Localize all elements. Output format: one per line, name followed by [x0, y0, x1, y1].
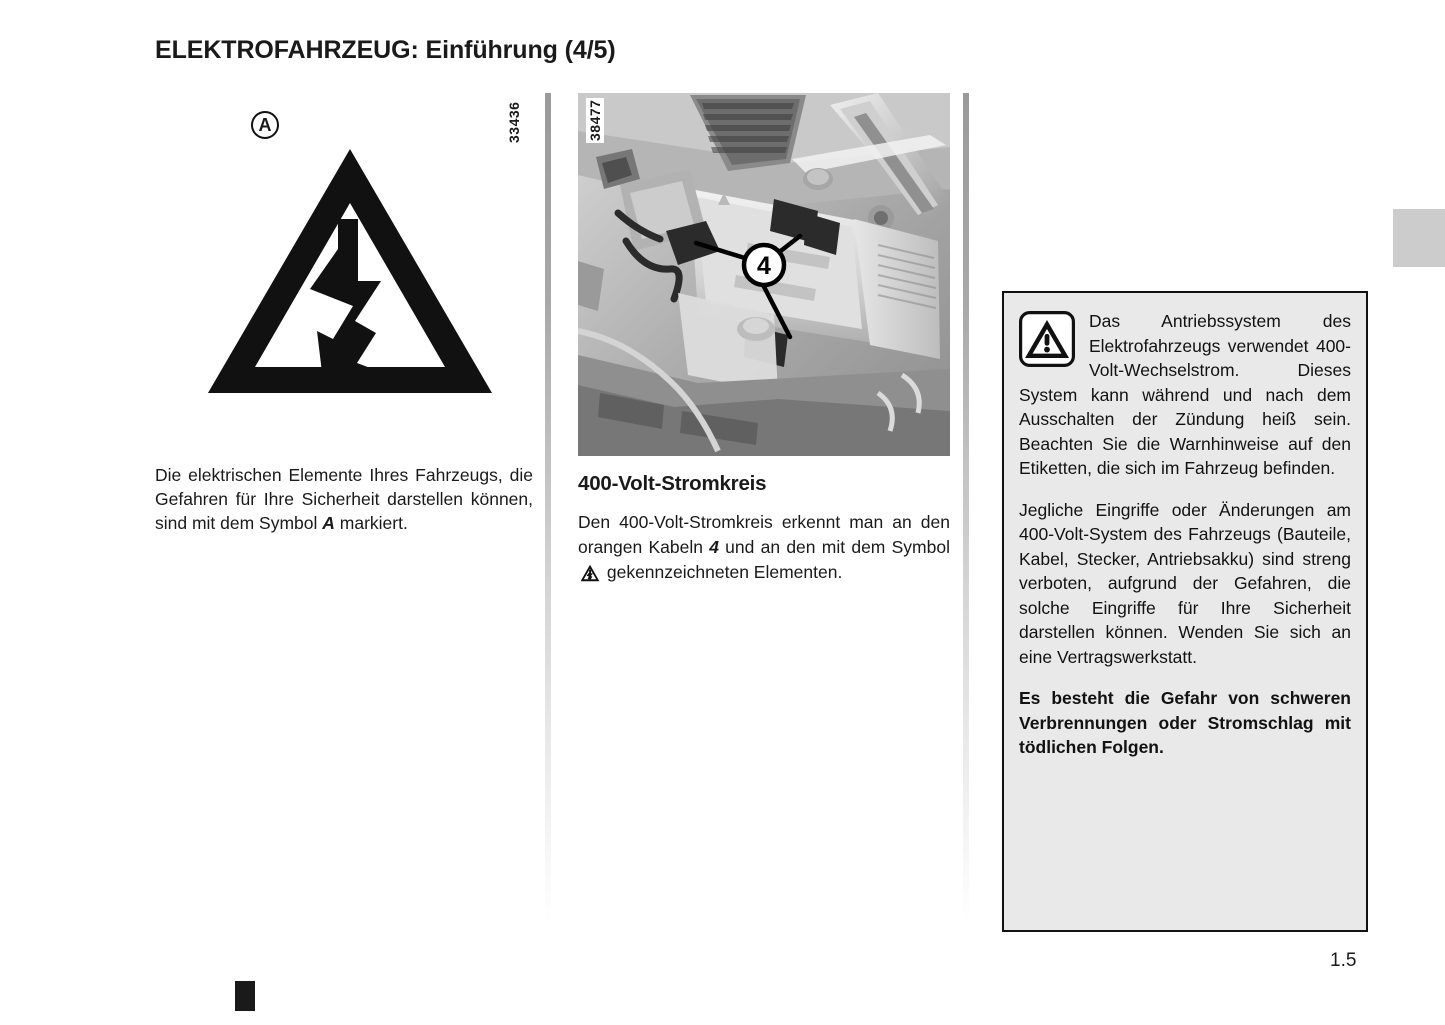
mid-body-part3: gekennzeichneten Elementen.	[602, 561, 843, 582]
warning-paragraph-3: Es besteht die Gefahr von schweren Verbrennungen oder Stromschlag mit tödlichen Folgen.	[1019, 688, 1351, 757]
left-body-pre: Die elektrischen Elemente Ihres Fahrzeugs, die Gefahren für Ihre Sicherheit darstellen können, sind mit dem Symbol	[155, 465, 533, 534]
chapter-tab	[1393, 209, 1445, 267]
left-body-emphasis: A	[322, 513, 335, 534]
electric-shock-triangle-icon	[205, 141, 495, 401]
warning-triangle-icon	[1019, 311, 1075, 367]
column-divider-left	[545, 93, 551, 923]
warning-box	[1002, 291, 1368, 932]
middle-column-body-text	[578, 510, 950, 585]
engine-bay-photo	[578, 93, 950, 456]
inline-electric-shock-triangle-icon	[580, 564, 600, 582]
mid-body-part1: Den 400-Volt-Stromkreis erkennt man an den orangen Kabeln	[578, 512, 950, 557]
page-title-main: ELEKTROFAHRZEUG:	[155, 36, 419, 64]
mid-body-emphasis: 4	[709, 536, 719, 557]
figure-reference-code-left: 33436	[506, 101, 522, 143]
figure-reference-code-right: 38477	[587, 99, 603, 141]
mid-body-part2: und an den mit dem Symbol	[718, 536, 950, 557]
page-title	[155, 36, 616, 65]
section-heading: 400-Volt-Stromkreis	[578, 472, 767, 495]
warning-paragraph-2: Jegliche Eingriffe oder Änderungen am 400-Volt-System des Fahrzeugs (Bauteile, Kabel, Stecker, Antriebsakku) sind streng verboten, aufgrund der Gefahren, die solche Eingriffe für Ihre Sicherheit darstellen können. Wenden Sie sich an eine Vertragswerkstatt.	[1019, 499, 1351, 667]
page-title-sub: Einführung (4/5)	[418, 36, 616, 64]
column-divider-right	[963, 93, 969, 923]
left-body-post: markiert.	[334, 513, 408, 534]
left-column-body-text	[155, 463, 533, 535]
callout-label-a: A	[251, 111, 279, 139]
page-number: 1.5	[1330, 950, 1357, 971]
middle-column	[578, 93, 950, 585]
warning-paragraph-1: Das Antriebssystem des Elektrofahrzeugs verwendet 400-Volt-Wechselstrom. Dieses System kann während und nach dem Ausschalten der Zündung heiß sein. Beachten Sie die Warnhinweise auf den Etiketten, die sich im Fahrzeug befinden.	[1019, 311, 1351, 478]
bottom-section-marker	[235, 981, 255, 1011]
svg-text:4: 4	[757, 252, 771, 280]
